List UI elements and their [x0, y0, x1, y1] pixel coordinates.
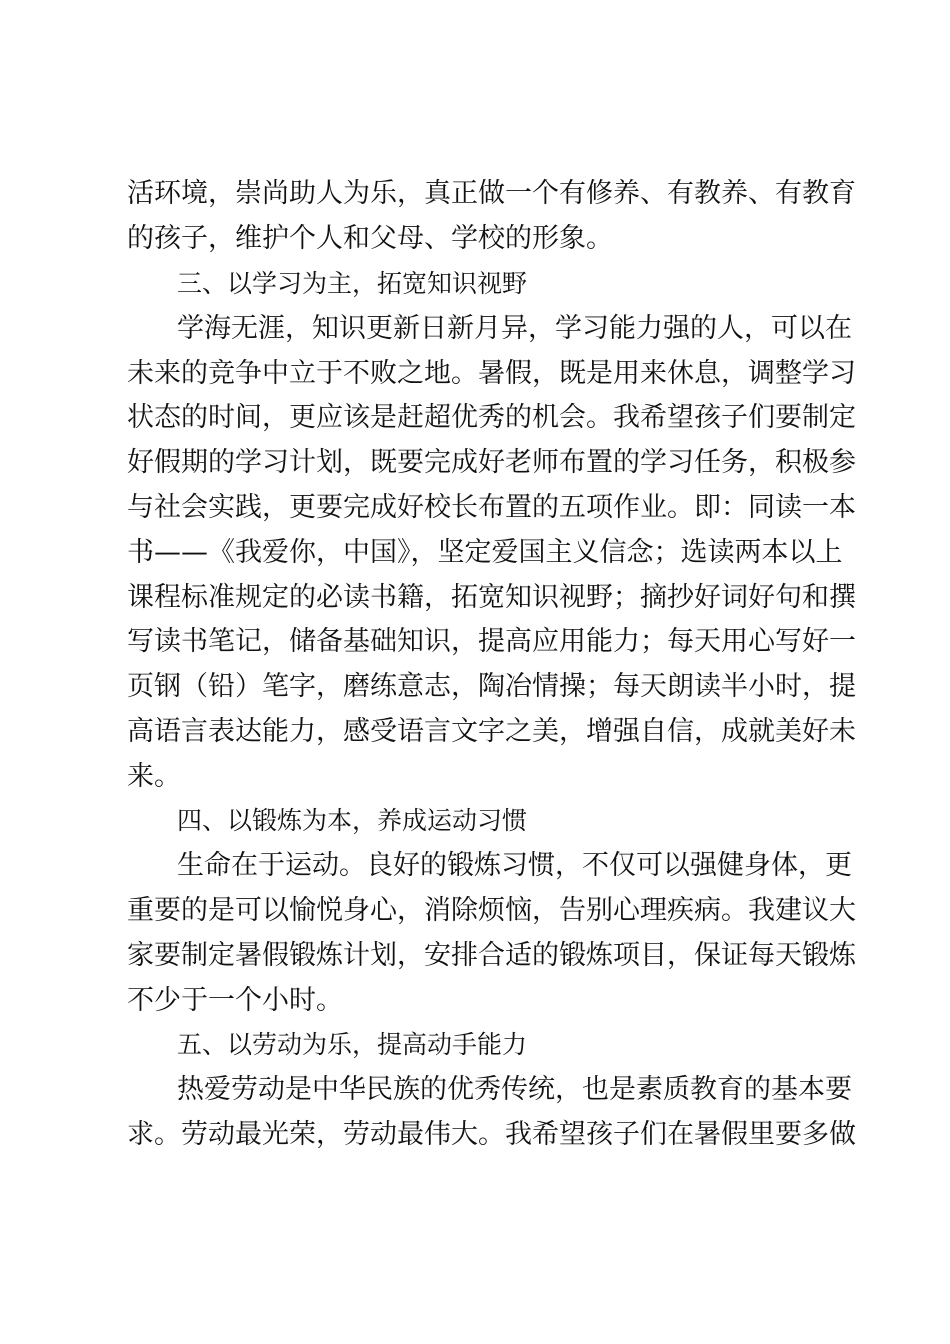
paragraph-line: 来。 — [127, 761, 181, 792]
paragraph-line: 页钢（铅）笔字，磨练意志，陶冶情操；每天朗读半小时，提 — [127, 671, 856, 702]
section-heading: 五、以劳动为乐，提高动手能力 — [177, 1030, 528, 1059]
paragraph-line: 与社会实践，更要完成好校长布置的五项作业。即：同读一本 — [127, 492, 856, 523]
paragraph-line: 写读书笔记，储备基础知识，提高应用能力；每天用心写好一 — [127, 626, 856, 657]
paragraph-line: 书——《我爱你，中国》，坚定爱国主义信念；选读两本以上 — [127, 537, 843, 568]
paragraph-line: 生命在于运动。良好的锻炼习惯，不仅可以强健身体，更 — [177, 850, 852, 881]
paragraph-line: 家要制定暑假锻炼计划，安排合适的锻炼项目，保证每天锻炼 — [127, 940, 856, 971]
paragraph-line: 不少于一个小时。 — [127, 985, 343, 1016]
paragraph-line: 求。劳动最光荣，劳动最伟大。我希望孩子们在暑假里要多做 — [127, 1119, 856, 1150]
paragraph-line: 未来的竞争中立于不败之地。暑假，既是用来休息，调整学习 — [127, 358, 856, 389]
paragraph-line: 课程标准规定的必读书籍，拓宽知识视野；摘抄好词好句和撰 — [127, 582, 856, 613]
paragraph-line: 高语言表达能力，感受语言文字之美，增强自信，成就美好未 — [127, 716, 856, 747]
section-heading: 三、以学习为主，拓宽知识视野 — [177, 269, 528, 298]
paragraph-line: 热爱劳动是中华民族的优秀传统，也是素质教育的基本要 — [177, 1074, 852, 1105]
paragraph-line: 学海无涯，知识更新日新月异，学习能力强的人，可以在 — [177, 313, 852, 344]
section-heading: 四、以锻炼为本，养成运动习惯 — [177, 806, 528, 835]
paragraph-line: 重要的是可以愉悦身心，消除烦恼，告别心理疾病。我建议大 — [127, 895, 856, 926]
paragraph-line: 状态的时间，更应该是赶超优秀的机会。我希望孩子们要制定 — [127, 402, 856, 433]
paragraph-line: 好假期的学习计划，既要完成好老师布置的学习任务，积极参 — [127, 447, 856, 478]
paragraph-line: 的孩子，维护个人和父母、学校的形象。 — [127, 223, 613, 254]
paragraph-line: 活环境，崇尚助人为乐，真正做一个有修养、有教养、有教育 — [127, 178, 856, 209]
